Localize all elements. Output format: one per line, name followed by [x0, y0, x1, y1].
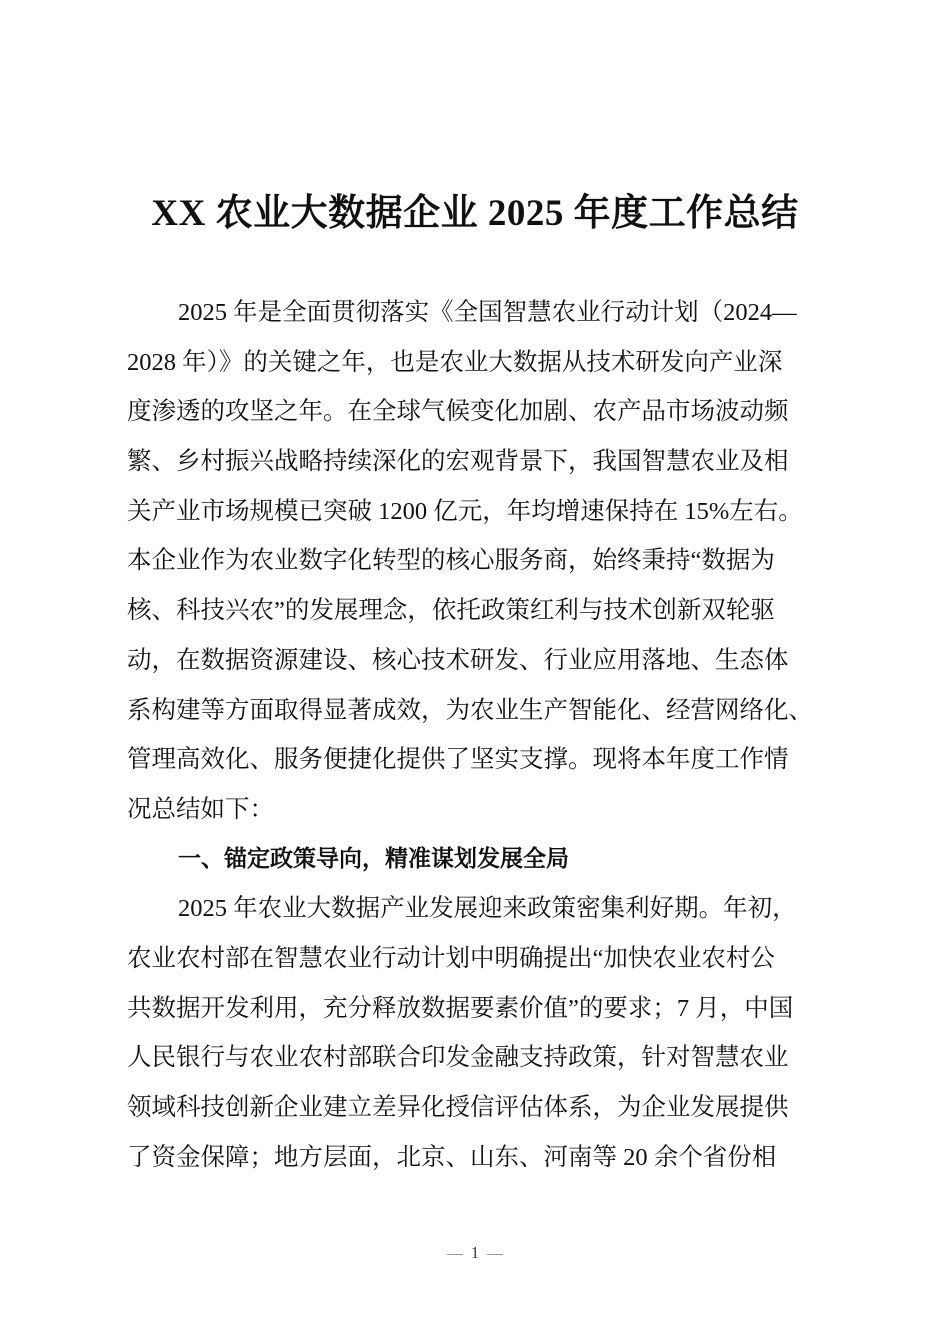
- page-number: 1: [470, 1243, 480, 1262]
- text-line: 关产业市场规模已突破 1200 亿元，年均增速保持在 15%左右。: [127, 497, 803, 525]
- text-line: 人民银行与农业农村部联合印发金融支持政策，针对智慧农业: [127, 1044, 789, 1072]
- text-line: 领域科技创新企业建立差异化授信评估体系，为企业发展提供: [127, 1094, 789, 1121]
- text-line: 系构建等方面取得显著成效，为农业生产智能化、经营网络化、: [127, 696, 813, 724]
- paragraph-policy: [127, 884, 827, 1182]
- text-line: 动，在数据资源建设、核心技术研发、行业应用落地、生态体: [127, 646, 789, 674]
- text-line: 况总结如下：: [127, 795, 274, 823]
- text-line: 2025 年是全面贯彻落实《全国智慧农业行动计划（2024—: [178, 299, 797, 326]
- dash-left-icon: [447, 1254, 463, 1255]
- text-line: 了资金保障；地方层面，北京、山东、河南等 20 余个省份相: [127, 1143, 777, 1171]
- document-title: XX 农业大数据企业 2025 年度工作总结: [151, 193, 799, 234]
- paragraph-intro: [127, 288, 827, 835]
- text-line: 核、科技兴农”的发展理念，依托政策红利与技术创新双轮驱: [127, 597, 775, 625]
- dash-right-icon: [487, 1254, 503, 1255]
- text-line: 度渗透的攻坚之年。在全球气候变化加剧、农产品市场波动频: [127, 398, 789, 426]
- page-footer: [0, 1243, 950, 1263]
- text-line: 农业农村部在智慧农业行动计划中明确提出“加快农业农村公: [127, 944, 775, 972]
- text-line: 繁、乡村振兴战略持续深化的宏观背景下，我国智慧农业及相: [127, 448, 789, 476]
- text-line: 2025 年农业大数据产业发展迎来政策密集利好期。年初，: [178, 895, 797, 923]
- text-line: 管理高效化、服务便捷化提供了坚实支撑。现将本年度工作情: [127, 746, 789, 774]
- text-line: 共数据开发利用，充分释放数据要素价值”的要求；7 月，中国: [127, 994, 794, 1022]
- text-line: 2028 年）》的关键之年，也是农业大数据从技术研发向产业深: [127, 348, 783, 376]
- section-heading: 一、锚定政策导向，精准谋划发展全局: [178, 845, 569, 872]
- text-line: 本企业作为农业数字化转型的核心服务商，始终秉持“数据为: [127, 547, 775, 575]
- document-body: [127, 288, 827, 1182]
